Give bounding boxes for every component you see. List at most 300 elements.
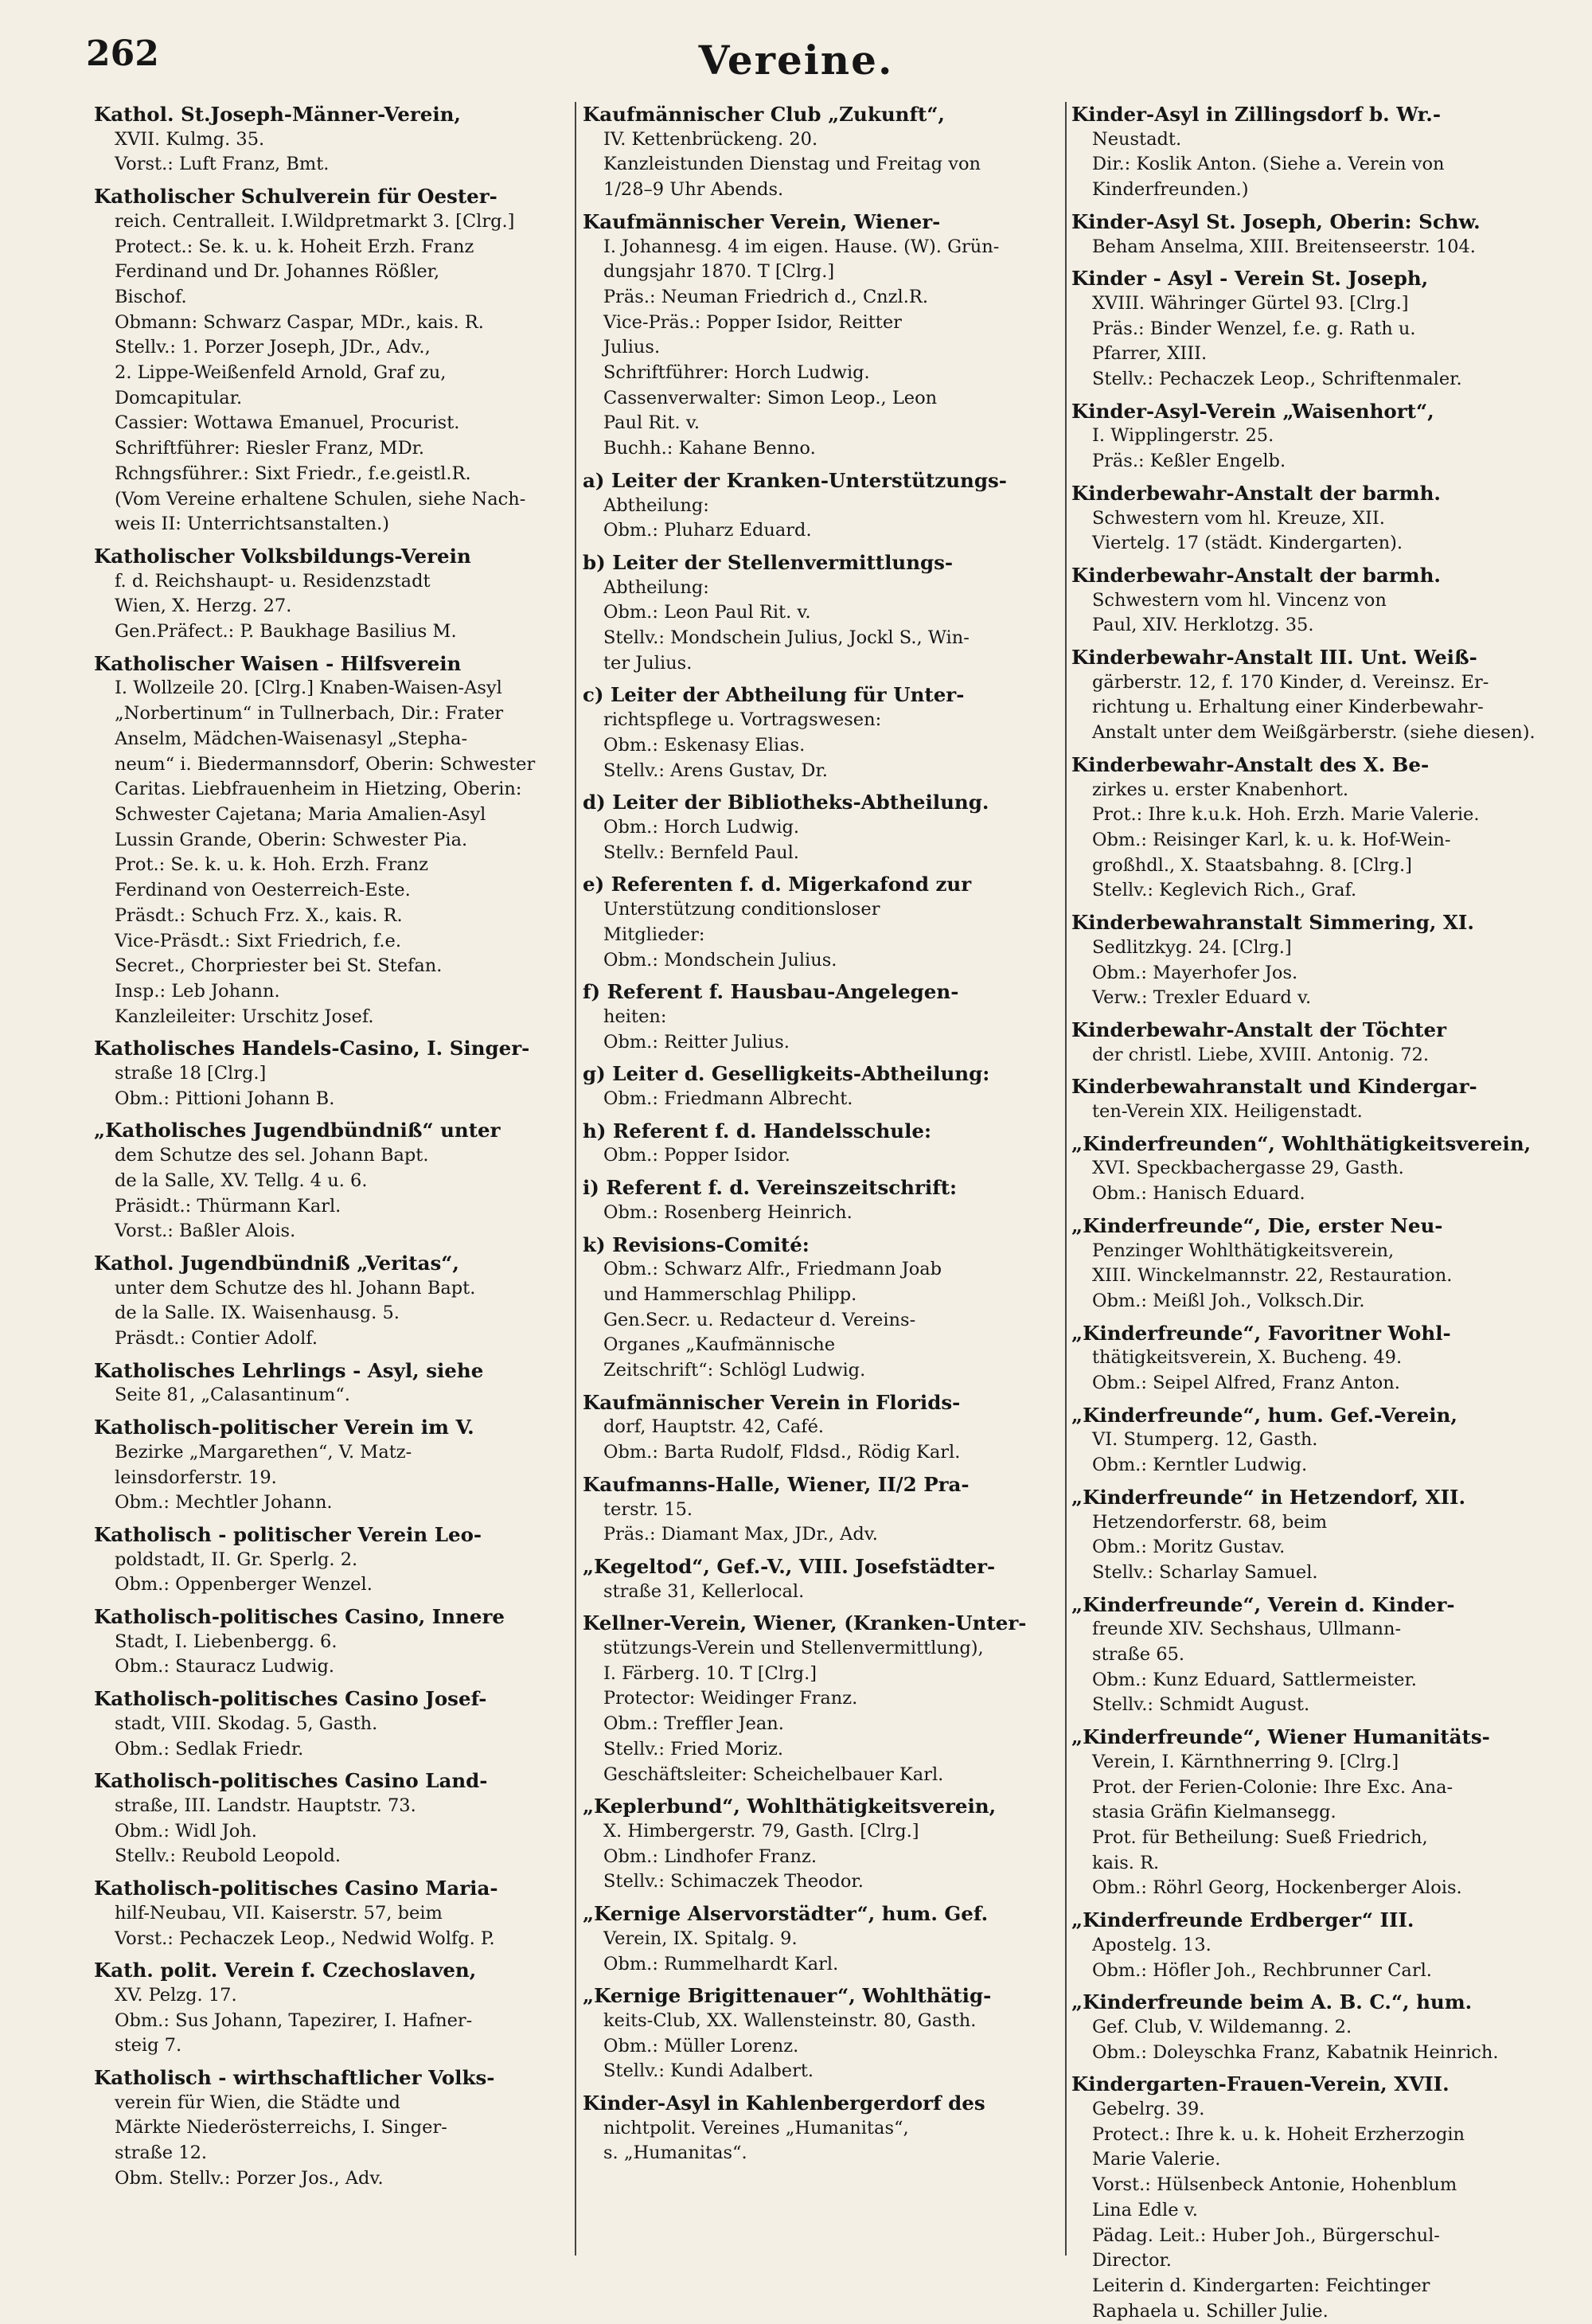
entry-heading: Kath. polit. Verein f. Czechoslaven,	[94, 1959, 477, 1982]
entry-line: Präsdt.: Schuch Frz. X., kais. R.	[115, 904, 403, 926]
entry-line: Obm.: Pittioni Johann B.	[115, 1088, 335, 1109]
entry-line: „Norbertinum“ in Tullnerbach, Dir.: Frater	[115, 703, 504, 725]
directory-entry	[1071, 399, 1557, 475]
directory-entry	[94, 1686, 568, 1762]
directory-entry	[1071, 752, 1557, 904]
entry-line: Obm.: Friedmann Albrecht.	[603, 1088, 853, 1110]
entry-line: Ferdinand und Dr. Johannes Rößler,	[115, 261, 440, 283]
entry-line: Raphaela u. Schiller Julie.	[1092, 2300, 1329, 2322]
entry-line: Pädag. Leit.: Huber Joh., Bürgerschul-	[1092, 2224, 1440, 2246]
entry-line: Schriftführer: Riesler Franz, MDr.	[115, 438, 425, 459]
entry-line: freunde XIV. Sechshaus, Ullmann-	[1092, 1619, 1402, 1640]
page-title: Vereine.	[698, 37, 894, 84]
entry-heading: „Kegeltod“, Gef.-V., VIII. Josefstädter-	[583, 1554, 996, 1578]
page-number: 262	[86, 33, 159, 74]
entry-line: Obm.: Sus Johann, Tapezirer, I. Hafner-	[115, 2010, 473, 2031]
entry-line: Pfarrer, XIII.	[1092, 343, 1208, 365]
entry-line: Geschäftsleiter: Scheichelbauer Karl.	[603, 1764, 944, 1785]
entry-line: richtung u. Erhaltung einer Kinderbewahr-	[1092, 697, 1484, 718]
entry-line: I. Johannesg. 4 im eigen. Hause. (W). Grün-	[603, 236, 1000, 257]
entry-line: XV. Pelzg. 17.	[115, 1984, 237, 2006]
entry-heading: Katholisch-politisches Casino Maria-	[94, 1877, 498, 1900]
entry-heading: a) Leiter der Kranken-Unterstützungs-	[583, 468, 1007, 492]
entry-line: großhdl., X. Staatsbahng. 8. [Clrg.]	[1092, 854, 1412, 876]
entry-line: Kanzleistunden Dienstag und Freitag von	[603, 154, 981, 175]
entry-heading: „Kinderfreunde“, Verein d. Kinder-	[1071, 1592, 1455, 1616]
entry-line: f. d. Reichshaupt- u. Residenzstadt	[115, 570, 431, 592]
entry-line: ter Julius.	[603, 652, 693, 674]
entry-line: Vorst.: Hülsenbeck Antonie, Hohenblum	[1092, 2174, 1457, 2196]
entry-heading: e) Referenten f. d. Migerkafond zur	[583, 873, 972, 896]
directory-entry	[1071, 2072, 1557, 2324]
entry-line: Protector: Weidinger Franz.	[603, 1688, 858, 1709]
entry-line: Lina Edle v.	[1092, 2199, 1198, 2220]
entry-line: Präs.: Binder Wenzel, f.e. g. Rath u.	[1092, 318, 1416, 339]
entry-line: Gebelrg. 39.	[1092, 2099, 1205, 2120]
entry-line: Neustadt.	[1092, 128, 1182, 150]
entry-line: Julius.	[603, 337, 661, 358]
entry-heading: „Kernige Alservorstädter“, hum. Gef.	[583, 1902, 989, 1926]
entry-heading: Katholisches Lehrlings - Asyl, siehe	[94, 1358, 484, 1382]
entry-heading: f) Referent f. Hausbau-Angelegen-	[583, 980, 959, 1004]
entry-line: Paul, XIV. Herklotzg. 35.	[1092, 615, 1314, 636]
directory-entry	[583, 1119, 1060, 1169]
entry-line: Präsdt.: Contier Adolf.	[115, 1328, 318, 1349]
entry-line: Obm.: Oppenberger Wenzel.	[115, 1574, 373, 1596]
directory-entry	[1071, 1592, 1557, 1719]
entry-line: Protect.: Se. k. u. k. Hoheit Erzh. Franz	[115, 236, 474, 257]
directory-entry	[1071, 481, 1557, 557]
entry-line: Cassier: Wottawa Emanuel, Procurist.	[115, 412, 460, 434]
entry-line: Cassenverwalter: Simon Leop., Leon	[603, 387, 938, 408]
entry-heading: Kaufmännischer Club „Zukunft“,	[583, 103, 945, 126]
entry-line: verein für Wien, die Städte und	[115, 2092, 400, 2113]
entry-line: XVI. Speckbachergasse 29, Gasth.	[1092, 1158, 1404, 1179]
entry-line: reich. Centralleit. I.Wildpretmarkt 3. [Clrg.]	[115, 210, 515, 232]
entry-line: Schwestern vom hl. Vincenz von	[1092, 589, 1387, 611]
directory-entry	[583, 1983, 1060, 2084]
entry-line: straße 12.	[115, 2142, 208, 2164]
entry-line: Wien, X. Herzg. 27.	[115, 596, 292, 617]
entry-line: s. „Humanitas“.	[603, 2142, 747, 2164]
entry-line: Vorst.: Baßler Alois.	[115, 1221, 296, 1242]
entry-line: straße, III. Landstr. Hauptstr. 73.	[115, 1795, 416, 1816]
entry-line: Prot.: Se. k. u. k. Hoh. Erzh. Franz	[115, 854, 428, 876]
entry-heading: Kathol. Jugendbündniß „Veritas“,	[94, 1251, 459, 1275]
entry-line: Marie Valerie.	[1092, 2149, 1221, 2170]
directory-entry	[583, 1901, 1060, 1977]
entry-line: Schwester Cajetana; Maria Amalien-Asyl	[115, 803, 486, 825]
entry-line: Stellv.: Schmidt August.	[1092, 1694, 1310, 1716]
entry-line: Schriftführer: Horch Ludwig.	[603, 362, 870, 384]
entry-line: Bischof.	[115, 286, 187, 307]
directory-entry	[94, 1604, 568, 1680]
directory-entry	[583, 1390, 1060, 1466]
entry-line: Protect.: Ihre k. u. k. Hoheit Erzherzogin	[1092, 2123, 1465, 2145]
entry-line: Prot. für Betheilung: Sueß Friedrich,	[1092, 1827, 1428, 1848]
entry-line: (Vom Vereine erhaltene Schulen, siehe Nach-	[115, 488, 526, 510]
entry-heading: h) Referent f. d. Handelsschule:	[583, 1119, 932, 1142]
entry-line: richtspflege u. Vortragswesen:	[603, 709, 882, 731]
entry-heading: „Kinderfreunde Erdberger“ III.	[1071, 1908, 1414, 1932]
column-divider	[1065, 102, 1067, 2256]
entry-heading: Katholischer Volksbildungs-Verein	[94, 544, 471, 568]
entry-line: Obm.: Moritz Gustav.	[1092, 1537, 1286, 1558]
entry-line: Kinderfreunden.)	[1092, 179, 1249, 201]
entry-heading: i) Referent f. d. Vereinszeitschrift:	[583, 1176, 958, 1200]
directory-entry	[94, 1958, 568, 2059]
entry-line: Stellv.: Fried Moriz.	[603, 1738, 784, 1760]
entry-line: Verein, IX. Spitalg. 9.	[603, 1928, 798, 1949]
entry-line: Obm.: Lindhofer Franz.	[603, 1846, 817, 1867]
directory-entry	[94, 651, 568, 1030]
entry-heading: Katholisches Handels-Casino, I. Singer-	[94, 1037, 530, 1060]
directory-entry	[94, 1251, 568, 1352]
entry-line: Secret., Chorpriester bei St. Stefan.	[115, 955, 443, 977]
entry-line: Lussin Grande, Oberin: Schwester Pia.	[115, 829, 468, 850]
entry-heading: Kathol. St.Joseph-Männer-Verein,	[94, 103, 461, 126]
entry-line: Stellv.: Mondschein Julius, Jockl S., Win-	[603, 627, 970, 649]
entry-line: Mitglieder:	[603, 924, 705, 945]
directory-entry	[1071, 1074, 1557, 1124]
entry-line: Obm.: Sedlak Friedr.	[115, 1738, 304, 1760]
entry-heading: Kinderbewahranstalt Simmering, XI.	[1071, 911, 1474, 935]
directory-entry	[1071, 910, 1557, 1011]
directory-entry	[583, 979, 1060, 1055]
entry-line: Obm.: Horch Ludwig.	[603, 816, 800, 838]
directory-entry	[1071, 563, 1557, 639]
entry-line: zirkes u. erster Knabenhort.	[1092, 779, 1349, 800]
directory-entry	[583, 1794, 1060, 1895]
entry-heading: Katholisch-politisches Casino Josef-	[94, 1687, 487, 1711]
entry-heading: b) Leiter der Stellenvermittlungs-	[583, 550, 954, 574]
entry-line: Obm.: Rosenberg Heinrich.	[603, 1201, 853, 1223]
entry-heading: c) Leiter der Abtheilung für Unter-	[583, 683, 965, 707]
entry-line: poldstadt, II. Gr. Sperlg. 2.	[115, 1549, 358, 1570]
entry-line: Stellv.: Reubold Leopold.	[115, 1846, 341, 1867]
entry-heading: Katholisch-politisches Casino Land-	[94, 1769, 488, 1793]
entry-line: kais. R.	[1092, 1852, 1160, 1873]
entry-line: Prot.: Ihre k.u.k. Hoh. Erzh. Marie Valerie.	[1092, 804, 1480, 826]
entry-line: Rchngsführer.: Sixt Friedr., f.e.geistl.R.	[115, 463, 471, 484]
entry-line: Obm.: Popper Isidor.	[603, 1145, 790, 1166]
entry-heading: „Katholisches Jugendbündniß“ unter	[94, 1119, 501, 1142]
entry-heading: „Kinderfreunde“ in Hetzendorf, XII.	[1071, 1485, 1466, 1509]
entry-line: IV. Kettenbrückeng. 20.	[603, 128, 818, 150]
entry-line: Seite 81, „Calasantinum“.	[115, 1385, 350, 1406]
entry-line: dungsjahr 1870. T [Clrg.]	[603, 261, 835, 283]
entry-line: Obm.: Röhrl Georg, Hockenberger Alois.	[1092, 1877, 1462, 1899]
entry-line: Vorst.: Pechaczek Leop., Nedwid Wolfg. P.	[115, 1928, 495, 1949]
directory-entry	[583, 102, 1060, 203]
entry-line: Obm.: Höfler Joh., Rechbrunner Carl.	[1092, 1959, 1432, 1981]
entry-heading: Kinderbewahr-Anstalt der barmh.	[1071, 481, 1441, 505]
entry-line: Obm.: Barta Rudolf, Fldsd., Rödig Karl.	[603, 1442, 961, 1463]
entry-heading: Kinderbewahr-Anstalt des X. Be-	[1071, 752, 1430, 776]
entry-line: Apostelg. 13.	[1092, 1934, 1212, 1955]
entry-line: I. Wollzeile 20. [Clrg.] Knaben-Waisen-Asyl	[115, 678, 502, 699]
entry-line: Dir.: Koslik Anton. (Siehe a. Verein von	[1092, 154, 1445, 175]
directory-entry	[94, 2065, 568, 2192]
directory-entry	[583, 2091, 1060, 2166]
entry-heading: Kinder-Asyl St. Joseph, Oberin: Schw.	[1071, 209, 1481, 233]
entry-line: de la Salle, XV. Tellg. 4 u. 6.	[115, 1170, 368, 1191]
entry-heading: Katholisch-politisches Casino, Innere	[94, 1605, 505, 1629]
entry-line: Organes „Kaufmännische	[603, 1334, 836, 1356]
entry-line: leinsdorferstr. 19.	[115, 1467, 277, 1488]
entry-heading: Katholisch-politischer Verein im V.	[94, 1416, 474, 1439]
entry-line: Stellv.: 1. Porzer Joseph, JDr., Adv.,	[115, 337, 431, 358]
entry-heading: „Keplerbund“, Wohlthätigkeitsverein,	[583, 1795, 997, 1818]
entry-heading: „Kinderfreunde“, Wiener Humanitäts-	[1071, 1725, 1490, 1749]
entry-line: Obm.: Leon Paul Rit. v.	[603, 602, 811, 623]
directory-entry	[583, 1175, 1060, 1225]
entry-line: Obm.: Kunz Eduard, Sattlermeister.	[1092, 1669, 1417, 1690]
entry-line: Gef. Club, V. Wildemanng. 2.	[1092, 2016, 1352, 2037]
entry-heading: Kinder-Asyl in Kahlenbergerdorf des	[583, 2092, 985, 2115]
entry-line: 2. Lippe-Weißenfeld Arnold, Graf zu,	[115, 362, 447, 384]
entry-line: und Hammerschlag Philipp.	[603, 1283, 857, 1305]
directory-entry	[583, 872, 1060, 973]
directory-entry	[1071, 1990, 1557, 2065]
entry-line: Insp.: Leb Johann.	[115, 980, 280, 1002]
entry-line: Obm.: Reisinger Karl, k. u. k. Hof-Wein-	[1092, 829, 1451, 850]
entry-line: hilf-Neubau, VII. Kaiserstr. 57, beim	[115, 1902, 443, 1924]
entry-line: Präs.: Neuman Friedrich d., Cnzl.R.	[603, 286, 928, 307]
entry-line: Präs.: Diamant Max, JDr., Adv.	[603, 1524, 878, 1545]
directory-entry	[94, 544, 568, 645]
entry-line: Obm.: Eskenasy Elias.	[603, 734, 806, 756]
directory-entry	[583, 682, 1060, 783]
entry-line: Stellv.: Schimaczek Theodor.	[603, 1871, 864, 1892]
entry-line: Abtheilung:	[603, 494, 709, 516]
entry-line: I. Wipplingerstr. 25.	[1092, 425, 1274, 447]
directory-entry	[1071, 1321, 1557, 1396]
entry-line: Obm.: Reitter Julius.	[603, 1031, 790, 1053]
entry-heading: Kinder-Asyl in Zillingsdorf b. Wr.-	[1071, 103, 1441, 126]
directory-entry	[583, 1232, 1060, 1384]
entry-line: Sedlitzkyg. 24. [Clrg.]	[1092, 936, 1292, 958]
directory-entry	[583, 468, 1060, 544]
entry-line: Ferdinand von Oesterreich-Este.	[115, 880, 411, 901]
entry-line: Penzinger Wohlthätigkeitsverein,	[1092, 1240, 1395, 1261]
entry-line: Obm.: Kerntler Ludwig.	[1092, 1455, 1308, 1476]
directory-entry	[1071, 1213, 1557, 1314]
directory-entry	[583, 790, 1060, 865]
entry-line: Präsidt.: Thürmann Karl.	[115, 1195, 341, 1217]
entry-line: gärberstr. 12, f. 170 Kinder, d. Vereinsz. Er-	[1092, 671, 1489, 693]
entry-heading: „Kernige Brigittenauer“, Wohlthätig-	[583, 1984, 992, 2008]
entry-heading: Kinderbewahr-Anstalt der Töchter	[1071, 1017, 1446, 1041]
entry-line: VI. Stumperg. 12, Gasth.	[1092, 1429, 1318, 1451]
entry-heading: Kaufmanns-Halle, Wiener, II/2 Pra-	[583, 1472, 970, 1496]
column-3	[1071, 102, 1557, 2322]
entry-line: nichtpolit. Vereines „Humanitas“,	[603, 2117, 909, 2138]
directory-entry	[94, 1415, 568, 1516]
entry-line: straße 65.	[1092, 1644, 1185, 1666]
entry-heading: Kaufmännischer Verein, Wiener-	[583, 209, 941, 233]
entry-line: Obm.: Müller Lorenz.	[603, 2035, 799, 2056]
entry-line: der christl. Liebe, XVIII. Antonig. 72.	[1092, 1044, 1429, 1065]
entry-line: Buchh.: Kahane Benno.	[603, 438, 816, 459]
directory-entry	[583, 550, 1060, 677]
directory-entry	[94, 1876, 568, 1951]
directory-entry	[583, 1472, 1060, 1548]
entry-line: dem Schutze des sel. Johann Bapt.	[115, 1145, 429, 1166]
entry-line: XVII. Kulmg. 35.	[115, 128, 265, 150]
entry-line: Stellv.: Pechaczek Leop., Schriftenmaler.	[1092, 369, 1462, 390]
directory-entry	[94, 1522, 568, 1598]
entry-line: 1/28–9 Uhr Abends.	[603, 179, 784, 201]
entry-line: Leiterin d. Kindergarten: Feichtinger	[1092, 2275, 1430, 2296]
entry-heading: Kellner-Verein, Wiener, (Kranken-Unter-	[583, 1611, 1027, 1635]
directory-entry	[1071, 1131, 1557, 1207]
entry-line: straße 31, Kellerlocal.	[603, 1580, 805, 1602]
entry-line: stützungs-Verein und Stellenvermittlung),	[603, 1638, 984, 1659]
entry-heading: Katholisch - politischer Verein Leo-	[94, 1522, 482, 1546]
entry-line: Obmann: Schwarz Caspar, MDr., kais. R.	[115, 311, 484, 333]
entry-line: ten-Verein XIX. Heiligenstadt.	[1092, 1101, 1363, 1123]
directory-entry	[1071, 266, 1557, 393]
directory-entry	[94, 1358, 568, 1408]
entry-line: Obm.: Mechtler Johann.	[115, 1492, 333, 1514]
entry-line: Obm.: Doleyschka Franz, Kabatnik Heinrich.	[1092, 2041, 1499, 2063]
directory-entry	[583, 1554, 1060, 1604]
entry-heading: Kinder - Asyl - Verein St. Joseph,	[1071, 267, 1429, 291]
entry-heading: Katholisch - wirthschaftlicher Volks-	[94, 2066, 495, 2090]
entry-heading: Katholischer Schulverein für Oester-	[94, 185, 498, 209]
directory-entry	[583, 1611, 1060, 1787]
entry-line: Verein, I. Kärnthnerring 9. [Clrg.]	[1092, 1751, 1399, 1772]
entry-line: stasia Gräfin Kielmansegg.	[1092, 1802, 1336, 1823]
entry-line: Anstalt unter dem Weißgärberstr. (siehe diesen).	[1092, 722, 1535, 744]
directory-entry	[94, 1118, 568, 1244]
entry-line: Domcapitular.	[115, 387, 243, 408]
entry-line: neum“ i. Biedermannsdorf, Oberin: Schwester	[115, 753, 536, 775]
entry-line: Stellv.: Scharlay Samuel.	[1092, 1561, 1318, 1583]
entry-line: Caritas. Liebfrauenheim in Hietzing, Oberin:	[115, 779, 522, 800]
entry-line: XIII. Winckelmannstr. 22, Restauration.	[1092, 1265, 1453, 1287]
entry-line: Obm. Stellv.: Porzer Jos., Adv.	[115, 2167, 384, 2189]
entry-line: Kanzleileiter: Urschitz Josef.	[115, 1006, 374, 1027]
entry-line: Abtheilung:	[603, 576, 709, 598]
entry-line: Stellv.: Keglevich Rich., Graf.	[1092, 880, 1357, 901]
directory-entry	[1071, 209, 1557, 260]
entry-line: Obm.: Stauracz Ludwig.	[115, 1656, 335, 1678]
directory-entry	[1071, 645, 1557, 746]
entry-heading: Kinderbewahr-Anstalt III. Unt. Weiß-	[1071, 646, 1477, 670]
directory-entry	[583, 209, 1060, 462]
entry-line: Schwestern vom hl. Kreuze, XII.	[1092, 507, 1385, 529]
entry-line: thätigkeitsverein, X. Bucheng. 49.	[1092, 1347, 1403, 1369]
entry-line: Viertelg. 17 (städt. Kindergarten).	[1092, 533, 1403, 554]
entry-line: Obm.: Pluharz Eduard.	[603, 520, 812, 541]
entry-line: Stellv.: Bernfeld Paul.	[603, 842, 799, 863]
entry-line: Paul Rit. v.	[603, 412, 700, 434]
entry-line: terstr. 15.	[603, 1498, 693, 1520]
entry-heading: Kinderbewahr-Anstalt der barmh.	[1071, 563, 1441, 587]
entry-heading: Kindergarten-Frauen-Verein, XVII.	[1071, 2072, 1450, 2096]
entry-line: Beham Anselma, XIII. Breitenseerstr. 104.	[1092, 236, 1476, 257]
entry-heading: Kaufmännischer Verein in Florids-	[583, 1390, 961, 1414]
entry-line: Bezirke „Margarethen“, V. Matz-	[115, 1441, 412, 1463]
entry-line: Verw.: Trexler Eduard v.	[1092, 987, 1312, 1009]
entry-line: Unterstützung conditionsloser	[603, 899, 880, 920]
entry-line: Obm.: Treffler Jean.	[603, 1713, 784, 1735]
directory-entry	[583, 1061, 1060, 1111]
entry-line: XVIII. Währinger Gürtel 93. [Clrg.]	[1092, 292, 1409, 314]
entry-line: Vorst.: Luft Franz, Bmt.	[115, 154, 330, 175]
entry-heading: g) Leiter d. Geselligkeits-Abtheilung:	[583, 1062, 990, 1086]
directory-entry	[94, 1036, 568, 1111]
entry-line: steig 7.	[115, 2035, 182, 2056]
entry-heading: d) Leiter der Bibliotheks-Abtheilung.	[583, 791, 989, 814]
entry-heading: Kinderbewahranstalt und Kindergar-	[1071, 1075, 1477, 1099]
entry-line: keits-Club, XX. Wallensteinstr. 80, Gasth.	[603, 2010, 977, 2031]
entry-line: Vice-Präsdt.: Sixt Friedrich, f.e.	[115, 930, 402, 951]
column-1	[94, 102, 568, 2271]
entry-heading: „Kinderfreunde“, Favoritner Wohl-	[1071, 1321, 1451, 1345]
entry-line: Gen.Secr. u. Redacteur d. Vereins-	[603, 1309, 916, 1330]
column-2	[583, 102, 1060, 2271]
entry-line: Stellv.: Kundi Adalbert.	[603, 2060, 814, 2082]
directory-entry	[1071, 1724, 1557, 1901]
entry-line: Zeitschrift“: Schlögl Ludwig.	[603, 1360, 866, 1381]
entry-line: de la Salle. IX. Waisenhausg. 5.	[115, 1303, 400, 1324]
entry-line: Stellv.: Arens Gustav, Dr.	[603, 760, 828, 781]
entry-line: Obm.: Seipel Alfred, Franz Anton.	[1092, 1373, 1400, 1394]
entry-heading: k) Revisions-Comité:	[583, 1232, 810, 1256]
entry-line: I. Färberg. 10. T [Clrg.]	[603, 1662, 817, 1684]
entry-line: Obm.: Mondschein Julius.	[603, 949, 837, 971]
directory-entry	[1071, 1403, 1557, 1478]
entry-line: stadt, VIII. Skodag. 5, Gasth.	[115, 1713, 378, 1734]
directory-entry	[94, 184, 568, 537]
entry-line: Präs.: Keßler Engelb.	[1092, 451, 1286, 472]
entry-line: Obm.: Hanisch Eduard.	[1092, 1183, 1305, 1205]
entry-line: Hetzendorferstr. 68, beim	[1092, 1511, 1328, 1533]
entry-heading: „Kinderfreunden“, Wohlthätigkeitsverein,	[1071, 1131, 1532, 1155]
entry-heading: Kinder-Asyl-Verein „Waisenhort“,	[1071, 399, 1434, 423]
entry-line: Obm.: Widl Joh.	[115, 1820, 257, 1842]
entry-line: straße 18 [Clrg.]	[115, 1063, 267, 1084]
entry-line: Obm.: Mayerhofer Jos.	[1092, 962, 1298, 983]
entry-line: Obm.: Meißl Joh., Volksch.Dir.	[1092, 1290, 1365, 1311]
entry-line: dorf, Hauptstr. 42, Café.	[603, 1416, 825, 1438]
entry-line: Director.	[1092, 2250, 1172, 2271]
entry-line: Märkte Niederösterreichs, I. Singer-	[115, 2117, 447, 2138]
directory-entry	[94, 102, 568, 178]
entry-heading: „Kinderfreunde beim A. B. C.“, hum.	[1071, 1990, 1473, 2014]
entry-line: X. Himbergerstr. 79, Gasth. [Clrg.]	[603, 1821, 919, 1842]
directory-entry	[94, 1768, 568, 1869]
directory-entry	[1071, 1485, 1557, 1586]
entry-line: Prot. der Ferien-Colonie: Ihre Exc. Ana-	[1092, 1776, 1453, 1798]
directory-entry	[1071, 102, 1557, 203]
directory-entry	[1071, 1908, 1557, 1983]
entry-line: Obm.: Rummelhardt Karl.	[603, 1953, 839, 1974]
entry-line: Anselm, Mädchen-Waisenasyl „Stepha-	[115, 728, 468, 749]
entry-heading: Katholischer Waisen - Hilfsverein	[94, 651, 462, 675]
entry-line: Stadt, I. Liebenbergg. 6.	[115, 1631, 338, 1652]
entry-line: weis II: Unterrichtsanstalten.)	[115, 514, 390, 535]
entry-line: Gen.Präfect.: P. Baukhage Basilius M.	[115, 621, 457, 643]
entry-line: Vice-Präs.: Popper Isidor, Reitter	[603, 311, 902, 333]
entry-heading: „Kinderfreunde“, hum. Gef.-Verein,	[1071, 1403, 1457, 1427]
entry-heading: „Kinderfreunde“, Die, erster Neu-	[1071, 1213, 1443, 1237]
directory-entry	[1071, 1017, 1557, 1068]
column-divider	[575, 102, 576, 2256]
